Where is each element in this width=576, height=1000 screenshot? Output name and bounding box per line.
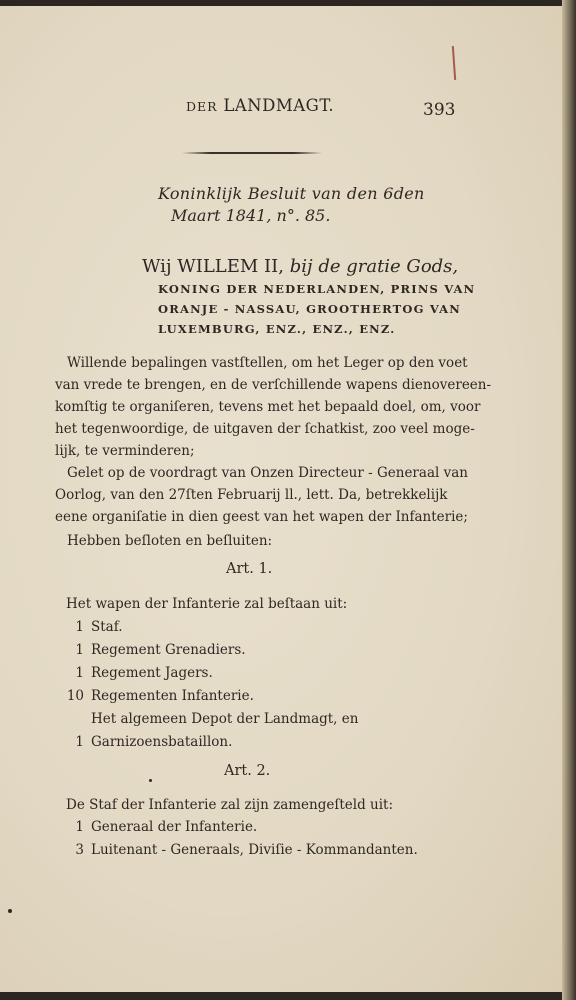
item-text: Garnizoensbataillon. [91, 734, 233, 750]
article-1-item [64, 734, 232, 750]
decree-title-line-1: Koninklijk Besluit van den 6den [158, 184, 425, 203]
item-number: 3 [75, 842, 84, 858]
item-text: Regement Grenadiers. [91, 642, 246, 658]
preamble-2-line: eene organiſatie in dien geest van het wapen der Infanterie; [55, 509, 468, 525]
preamble-2-line: Oorlog, van den 27ſten Februarij ll., lett. Da, betrekkelijk [55, 487, 448, 503]
item-number: 10 [66, 688, 84, 704]
ink-speck [149, 779, 152, 782]
sovereign-name: Wij WILLEM II, [142, 256, 284, 277]
article-2-intro: De Staf der Infanterie zal zijn zamengeſteld uit: [66, 797, 394, 813]
ink-mark [452, 46, 456, 80]
sovereign-line [142, 256, 459, 277]
article-2-item [64, 819, 257, 835]
item-text: Staf. [91, 619, 123, 635]
ink-speck [8, 909, 12, 913]
enacting-clause-text: Hebben beſloten en beſluiten: [67, 533, 273, 549]
book-page [0, 6, 562, 992]
preamble-paragraph-1 [55, 352, 492, 462]
preamble-2-line: Gelet op de voordragt van Onzen Directeur - Generaal van [67, 465, 468, 481]
article-1-item [64, 619, 123, 635]
sovereign-grace: bij de gratie Gods, [289, 256, 459, 277]
running-header [186, 96, 334, 115]
article-1-item [64, 711, 358, 727]
article-1-item [64, 665, 213, 681]
article-2-item [64, 842, 418, 858]
article-1-intro: Het wapen der Infanterie zal beſtaan uit: [66, 596, 348, 612]
item-text: Regement Jagers. [91, 665, 213, 681]
item-number: 1 [75, 642, 84, 658]
item-text: Generaal der Infanterie. [91, 819, 258, 835]
item-number: 1 [75, 819, 84, 835]
book-edge [562, 0, 576, 1000]
preamble-1-line: Willende bepalingen vastſtellen, om het Leger op den voet [67, 355, 468, 371]
decree-title-line-2: Maart 1841, n°. 85. [171, 206, 331, 225]
item-number: 1 [75, 734, 84, 750]
article-1-item [64, 642, 246, 658]
sovereign-titles-line-3: LUXEMBURG, ENZ., ENZ., ENZ. [158, 322, 396, 336]
article-1-heading: Art. 1. [226, 561, 273, 577]
sovereign-titles-line-2: ORANJE - NASSAU, GROOTHERTOG VAN [158, 302, 461, 316]
item-number: 1 [75, 619, 84, 635]
preamble-1-line: komſtig te organiſeren, tevens met het bepaald doel, om, voor [55, 399, 481, 415]
preamble-paragraph-2 [55, 462, 468, 528]
enacting-clause [67, 530, 447, 552]
page-number: 393 [423, 100, 456, 120]
article-1-item [64, 688, 254, 704]
preamble-1-line: het tegenwoordige, de uitgaven der ſchatkist, zoo veel moge- [55, 421, 475, 437]
item-text: Regementen Infanterie. [91, 688, 254, 704]
running-header-title: LANDMAGT. [223, 96, 335, 115]
item-number: 1 [75, 665, 84, 681]
sovereign-titles-line-1: KONING DER NEDERLANDEN, PRINS VAN [158, 282, 476, 296]
article-2-heading: Art. 2. [224, 763, 271, 779]
item-text: Luitenant - Generaals, Diviſie - Kommandanten. [91, 842, 418, 858]
header-rule [182, 152, 322, 154]
running-header-prefix: DER [186, 99, 218, 114]
item-text: Het algemeen Depot der Landmagt, en [91, 711, 359, 727]
preamble-1-line: lijk, te verminderen; [55, 443, 195, 459]
preamble-1-line: van vrede te brengen, en de verſchillende wapens dienovereen- [55, 377, 492, 393]
